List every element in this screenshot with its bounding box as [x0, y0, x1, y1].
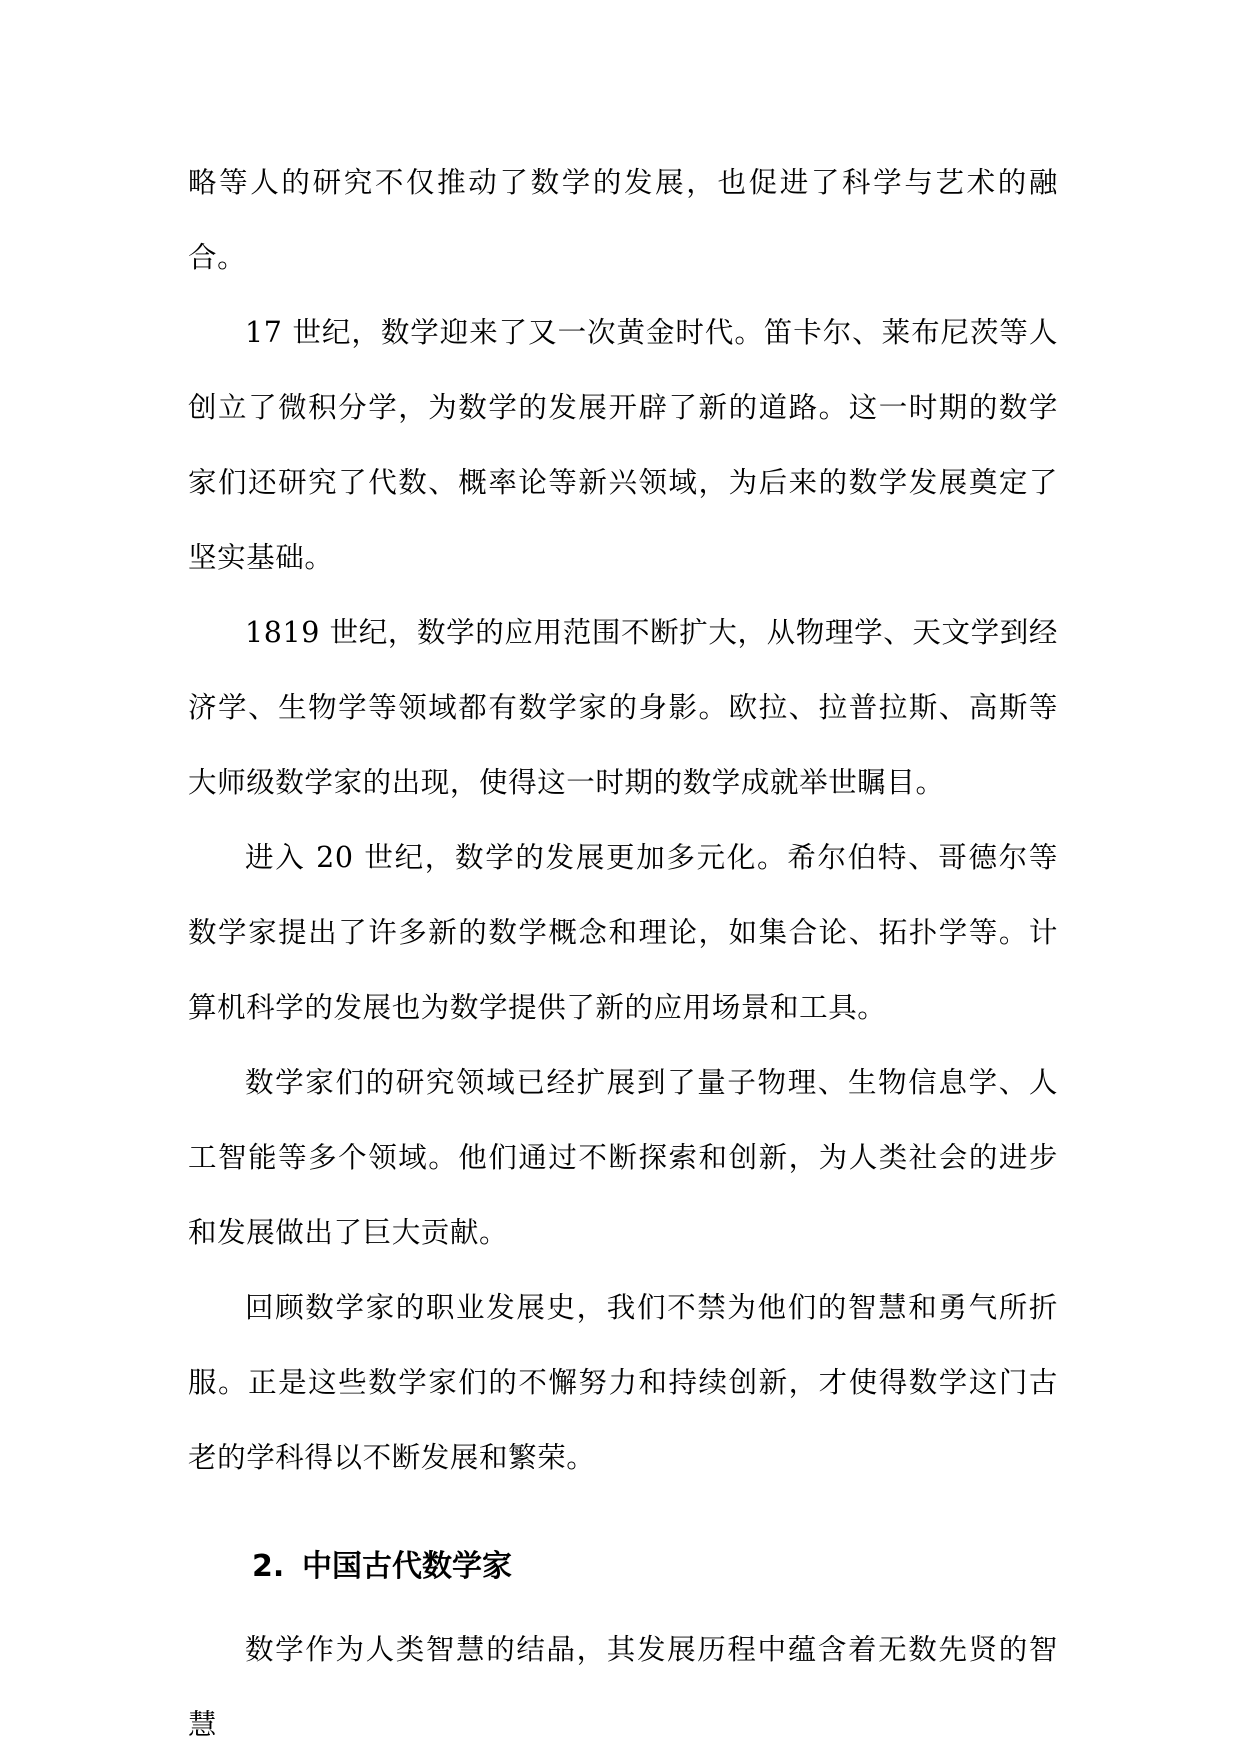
paragraph-section-intro: 数学作为人类智慧的结晶，其发展历程中蕴含着无数先贤的智慧: [188, 1633, 1058, 1741]
document-body: [188, 145, 1058, 1762]
paragraph-18-19th-century: 1819 世纪，数学的应用范围不断扩大，从物理学、天文学到经济学、生物学等领域都有数学家的身影。欧拉、拉普拉斯、高斯等大师级数学家的出现，使得这一时期的数学成就举世瞩目。: [188, 616, 1058, 799]
paragraph-retrospective: 回顾数学家的职业发展史，我们不禁为他们的智慧和勇气所折服。正是这些数学家们的不懈努力和持续创新，才使得数学这门古老的学科得以不断发展和繁荣。: [188, 1291, 1058, 1474]
section-number: 2.: [252, 1549, 285, 1584]
paragraph-modern-fields: 数学家们的研究领域已经扩展到了量子物理、生物信息学、人工智能等多个领域。他们通过不断探索和创新，为人类社会的进步和发展做出了巨大贡献。: [188, 1066, 1058, 1249]
section-heading: [188, 1529, 1058, 1604]
section-title: 中国古代数学家: [302, 1549, 512, 1584]
paragraph-20th-century: 进入 20 世纪，数学的发展更加多元化。希尔伯特、哥德尔等数学家提出了许多新的数学概念和理论，如集合论、拓扑学等。计算机科学的发展也为数学提供了新的应用场景和工具。: [188, 841, 1058, 1024]
paragraph-renaissance-continued: 略等人的研究不仅推动了数学的发展，也促进了科学与艺术的融合。: [188, 166, 1058, 274]
paragraph-17th-century: 17 世纪，数学迎来了又一次黄金时代。笛卡尔、莱布尼茨等人创立了微积分学，为数学的发展开辟了新的道路。这一时期的数学家们还研究了代数、概率论等新兴领域，为后来的数学发展奠定了坚实基础。: [188, 316, 1058, 574]
